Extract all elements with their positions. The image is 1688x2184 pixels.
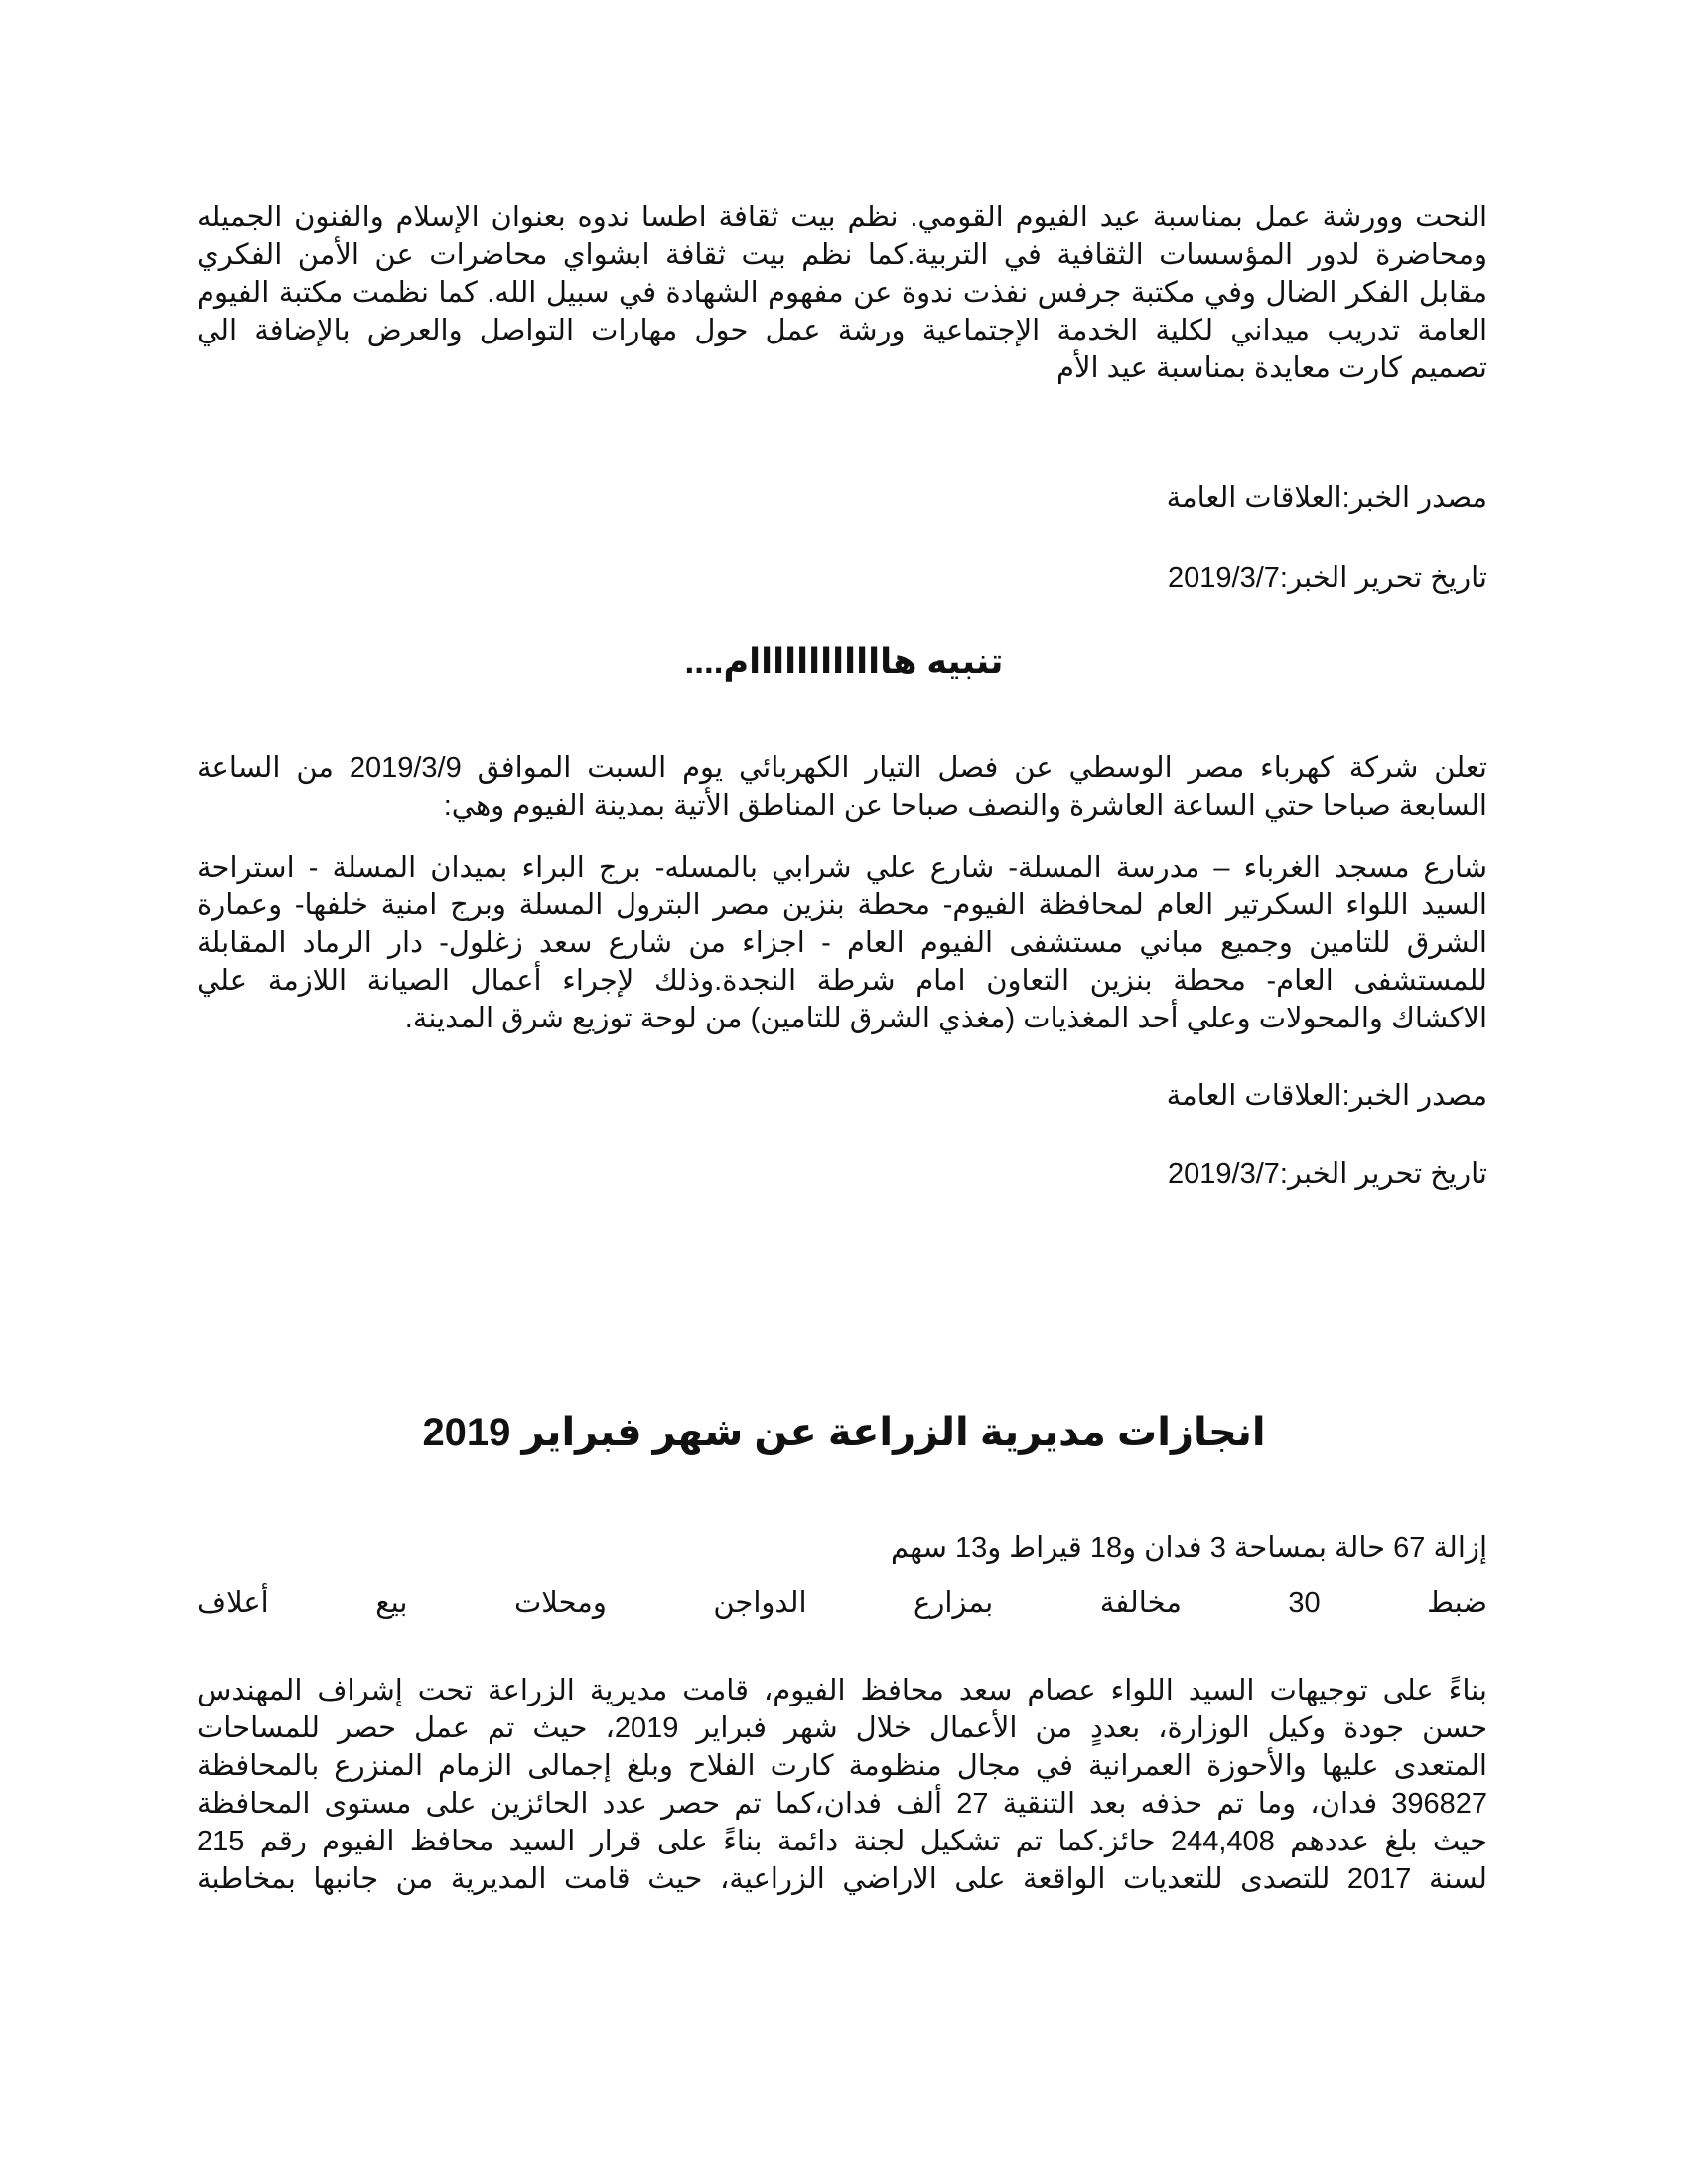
paragraph-line: تعلن شركة كهرباء مصر الوسطي عن فصل التيار الكهربائي يوم السبت الموافق 2019/3/9 من الساعة bbox=[197, 752, 1487, 784]
item-word: ضبط bbox=[1427, 1587, 1487, 1619]
item-word: بيع bbox=[375, 1587, 408, 1619]
news-date: تاريخ تحرير الخبر:2019/3/7 bbox=[1168, 562, 1487, 594]
item-word: بمزارع bbox=[914, 1587, 994, 1619]
news-source: مصدر الخبر:العلاقات العامة bbox=[1166, 1080, 1487, 1112]
agriculture-report-paragraph bbox=[197, 1672, 1487, 1898]
power-cut-announcement bbox=[197, 750, 1487, 825]
paragraph-line: السيد اللواء السكرتير العام لمحافظة الفيوم- محطة بنزين مصر البترول المسلة وبرج امنية خلفها- وعمارة bbox=[197, 889, 1487, 921]
paragraph-line: شارع مسجد الغرباء – مدرسة المسلة- شارع علي شرابي بالمسله- برج البراء بميدان المسلة - استراحة bbox=[197, 852, 1487, 884]
paragraph-line: 396827 فدان، وما تم حذفه بعد التنقية 27 ألف فدان،كما تم حصر عدد الحائزين على مستوى المحافظة bbox=[197, 1788, 1488, 1820]
paragraph-line: العامة تدريب ميداني لكلية الخدمة الإجتماعية ورشة عمل حول مهارات التواصل والعرض بالإضافة الي bbox=[197, 315, 1487, 346]
violations-item bbox=[197, 1584, 1487, 1622]
paragraph-line: بناءً على توجيهات السيد اللواء عصام سعد محافظ الفيوم، قامت مديرية الزراعة تحت إشراف المهندس bbox=[197, 1675, 1487, 1706]
paragraph-line: للمستشفى العام- محطة بنزين التعاون امام شرطة النجدة.وذلك لإجراء أعمال الصيانة اللازمة علي bbox=[197, 965, 1487, 997]
paragraph-line: مقابل الفكر الضال وفي مكتبة جرفس نفذت ندوة عن مفهوم الشهادة في سبيل الله. كما نظمت مكتبة الفيوم bbox=[197, 277, 1487, 309]
item-word: أعلاف bbox=[197, 1587, 269, 1619]
paragraph-line: النحت وورشة عمل بمناسبة عيد الفيوم القومي. نظم بيت ثقافة اطسا ندوه بعنوان الإسلام والفنون الجميله bbox=[197, 202, 1487, 233]
paragraph-line: ومحاضرة لدور المؤسسات الثقافية في التربية.كما نظم بيت ثقافة ابشواي محاضرات عن الأمن الفكري bbox=[197, 239, 1487, 271]
item-word: الدواجن bbox=[713, 1587, 807, 1619]
paragraph-line: تصميم كارت معايدة بمناسبة عيد الأم bbox=[1056, 352, 1487, 384]
culture-news-paragraph bbox=[197, 199, 1487, 387]
item-word: مخالفة bbox=[1099, 1587, 1182, 1619]
affected-areas-paragraph bbox=[197, 849, 1487, 1037]
agriculture-achievements-heading: انجازات مديرية الزراعة عن شهر فبراير 2019 bbox=[422, 1411, 1266, 1454]
paragraph-line: الاكشاك والمحولات وعلي أحد المغذيات (مغذي الشرق للتامين) من لوحة توزيع شرق المدينة. bbox=[404, 1003, 1487, 1034]
paragraph-line: الشرق للتامين وجميع مباني مستشفى الفيوم العام - اجزاء من شارع سعد زغلول- دار الرماد المقابلة bbox=[197, 927, 1487, 959]
alert-heading: تنبيه هاااااااااااام.... bbox=[684, 642, 1004, 681]
news-date: تاريخ تحرير الخبر:2019/3/7 bbox=[1168, 1159, 1487, 1190]
item-word: ومحلات bbox=[513, 1587, 607, 1619]
paragraph-line: السابعة صباحا حتي الساعة العاشرة والنصف صباحا عن المناطق الأتية بمدينة الفيوم وهي: bbox=[443, 790, 1487, 822]
removal-item: إزالة 67 حالة بمساحة 3 فدان و18 قيراط و13 سهم bbox=[890, 1532, 1487, 1564]
paragraph-line: لسنة 2017 للتصدى للتعديات الواقعة على الاراضي الزراعية، حيث قامت المديرية من جانبها بمخاطبة bbox=[197, 1863, 1487, 1895]
paragraph-line: المتعدى عليها والأحوزة العمرانية في مجال منظومة كارت الفلاح وبلغ إجمالى الزمام المنزرع بالمحافظة bbox=[197, 1750, 1487, 1782]
paragraph-line: حسن جودة وكيل الوزارة، بعددٍ من الأعمال خلال شهر فبراير 2019، حيث تم عمل حصر للمساحات bbox=[197, 1712, 1487, 1744]
paragraph-line: حيث بلغ عددهم 244,408 حائز.كما تم تشكيل لجنة دائمة بناءً على قرار السيد محافظ الفيوم رقم 215 bbox=[197, 1826, 1487, 1857]
item-word: 30 bbox=[1288, 1587, 1321, 1619]
news-source: مصدر الخبر:العلاقات العامة bbox=[1166, 482, 1487, 514]
